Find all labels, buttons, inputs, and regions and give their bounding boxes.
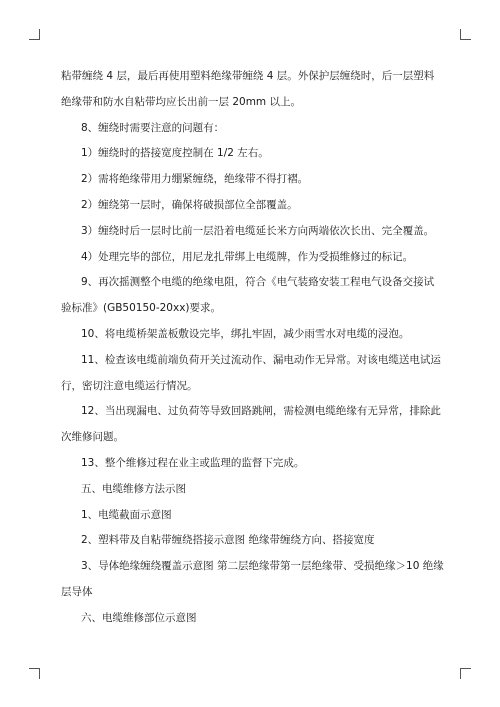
paragraph-note-4: 4）处理完毕的部位，用尼龙扎带绑上电缆牌，作为受损维修过的标记。: [81, 250, 414, 263]
paragraph-step-10: 10、将电缆桥架盖板敷设完毕，绑扎牢固，减少雨雪水对电缆的浸泡。: [81, 327, 410, 340]
paragraph-note-2a: 2）需将绝缘带用力绷紧缠绕，绝缘带不得打褶。: [81, 173, 309, 186]
paragraph-step-9: 9、再次摇测整个电缆的绝缘电阻，符合《电气装臵安装工程电气设备交接试验标准》(GB50150-20xx)要求。: [61, 276, 435, 315]
crop-mark-top-right: [460, 29, 471, 40]
section-heading-5: 五、电缆维修方法示图: [81, 482, 186, 495]
paragraph-note-3: 3）缠绕时后一层时比前一层沿着电缆延长米方向两端依次长出、完全覆盖。: [81, 224, 435, 237]
paragraph-step-13: 13、整个维修过程在业主或监理的监督下完成。: [81, 456, 305, 469]
paragraph-step-8: 8、缠绕时需要注意的问题有：: [81, 121, 225, 134]
crop-mark-top-left: [29, 29, 40, 40]
paragraph-step-11: 11、检查该电缆前端负荷开关过流动作、漏电动作无异常。对该电缆送电试运行，密切注意电缆运行情况。: [61, 353, 441, 392]
figure-item-1: 1、电缆截面示意图: [81, 508, 172, 521]
section-heading-6: 六、电缆维修部位示意图: [81, 611, 197, 624]
crop-mark-bottom-left: [29, 668, 40, 679]
paragraph-step-12: 12、当出现漏电、过负荷等导致回路跳闸，需检测电缆绝缘有无异常，排除此次维修问题。: [61, 405, 441, 444]
paragraph-note-2b: 2）缠绕第一层时，确保将破损部位全部覆盖。: [81, 198, 298, 211]
figure-item-3: 3、导体绝缘缠绕覆盖示意图 第二层绝缘带第一层绝缘带、受损绝缘＞10 绝缘层导体: [61, 560, 444, 598]
paragraph-note-1: 1）缠绕时的搭接宽度控制在 1/2 左右。: [81, 147, 269, 160]
figure-item-2: 2、塑料带及自粘带缠绕搭接示意图 绝缘带缠绕方向、搭接宽度: [81, 534, 375, 547]
crop-mark-bottom-right: [460, 668, 471, 679]
paragraph-continuation: 粘带缠绕 4 层，最后再使用塑料绝缘带缠绕 4 层。外保护层缠绕时，后一层塑料绝缘带和防水自粘带均应长出前一层 20mm 以上。: [61, 70, 435, 108]
document-body: [61, 64, 444, 632]
